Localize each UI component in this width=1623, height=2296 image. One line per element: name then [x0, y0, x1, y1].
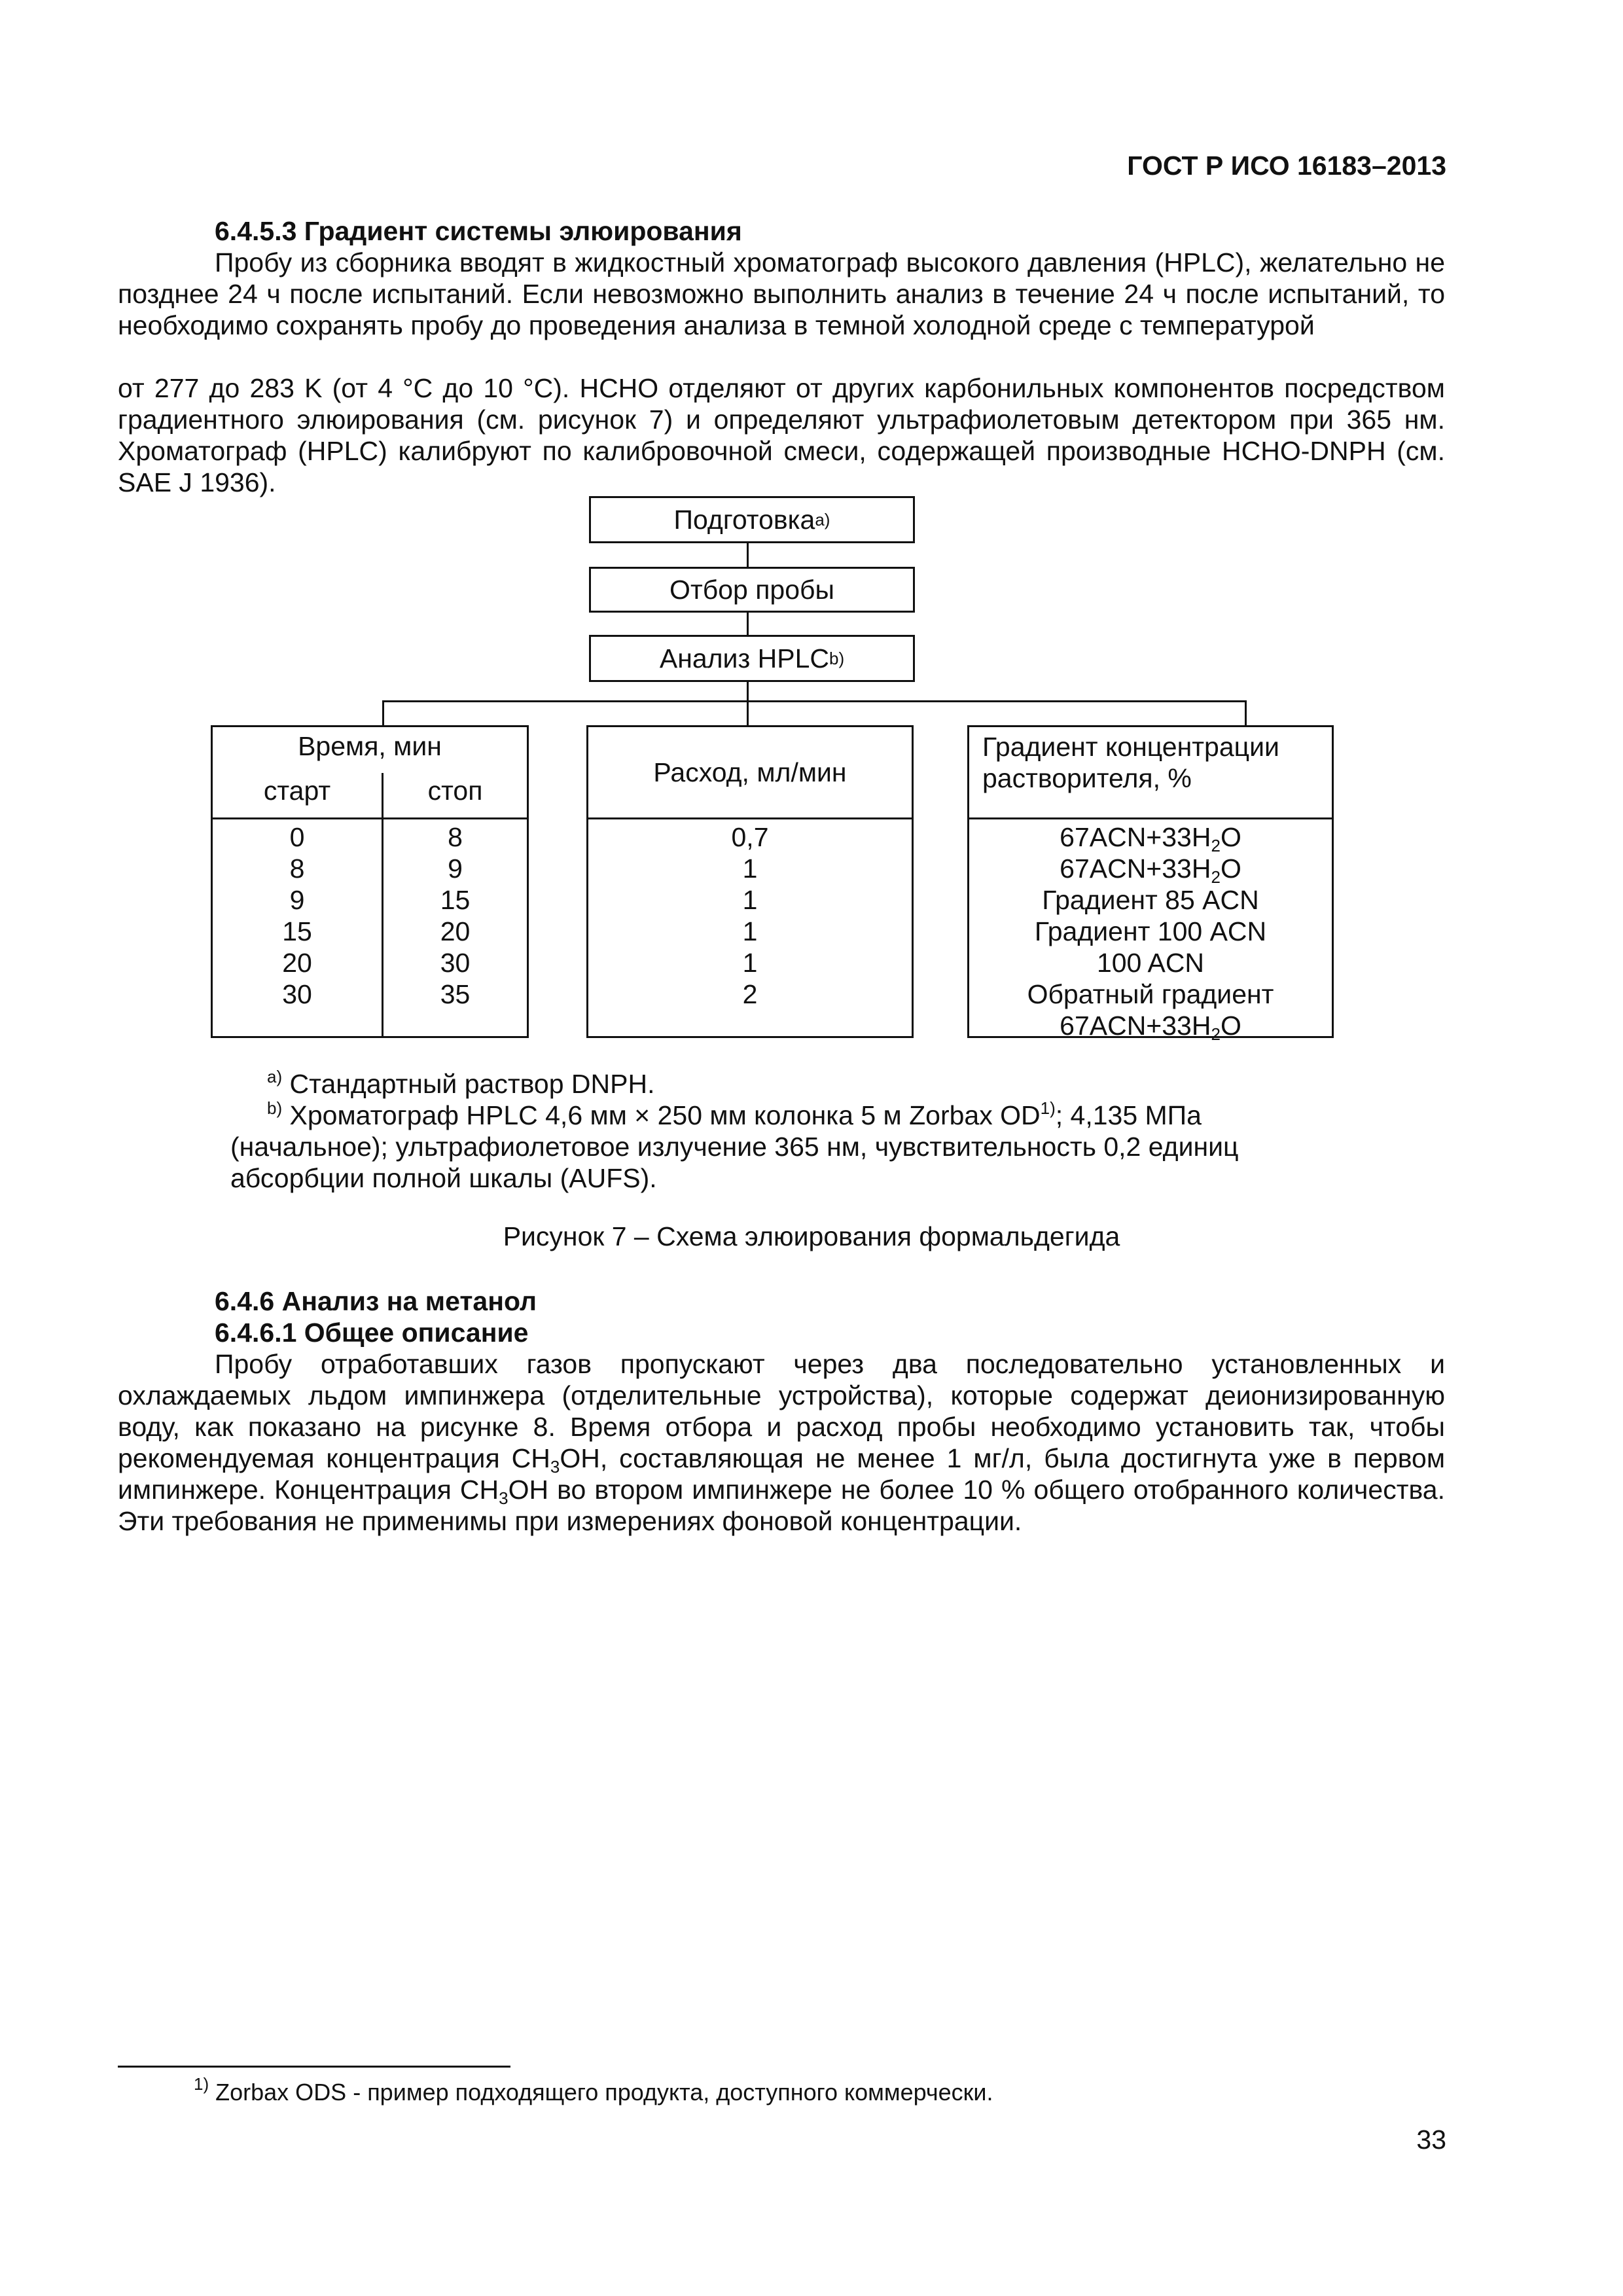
flow-box-hplc-label: Анализ HPLC [659, 643, 830, 673]
note-a-text: Стандартный раствор DNPH. [289, 1069, 655, 1099]
table-cell: 20 [440, 916, 471, 946]
table-cell: 8 [289, 853, 305, 884]
note-b-text1: Хроматограф HPLC 4,6 мм × 250 мм колонка 5 м Zorbax OD [289, 1100, 1041, 1130]
cell-sub: 2 [1211, 867, 1221, 887]
table-cell: Обратный градиент [1027, 979, 1274, 1009]
cell-sub: 2 [1211, 836, 1221, 855]
note-b-text3: абсорбции полной шкалы (AUFS). [230, 1163, 657, 1193]
flow-box-preparation: Подготовка a) [589, 496, 915, 543]
table-gradient-header [982, 731, 1323, 794]
flow-connector-2 [747, 613, 749, 636]
flow-box-sampling-label: Отбор пробы [669, 574, 834, 605]
table-cell: 0 [289, 822, 305, 852]
cell-text: O [1220, 822, 1241, 852]
table-cell: 1 [742, 853, 758, 884]
table-cell [969, 1010, 1332, 1044]
table-cell: 8 [448, 822, 463, 852]
table-flow-rate [586, 725, 914, 1038]
note-b-mark: b) [267, 1098, 283, 1118]
table-cell: Градиент 85 ACN [1042, 885, 1259, 915]
paragraph-methanol-text-b: OH, составляющая не менее 1 мг/л, была достигнута уже в первом импинжере. Концентрация CH [118, 1443, 1446, 1505]
footnote [194, 2074, 993, 2106]
paragraph-hplc-separation: от 277 до 283 K (от 4 °C до 10 °C). HCHO отделяют от других карбонильных компонентов посредством градиентного элюирования (см. рисунок 7) и определяют ультрафиолетовым детектором при 365 нм. Хроматограф (HPLC) калибруют по калибровочной смеси, содержащей производные HCHO-DNPH (см. SAE J 1936). [118, 373, 1445, 497]
table-cell: 1 [742, 916, 758, 946]
note-b-footnote-ref: 1) [1040, 1098, 1056, 1118]
table-cell: 9 [448, 853, 463, 884]
table-time-start-values [213, 821, 382, 1010]
table-flow-values [588, 821, 912, 1010]
section-title-6-4-5-3: 6.4.5.3 Градиент системы элюирования [215, 216, 742, 246]
flow-connector-1 [747, 543, 749, 568]
cell-text: 67ACN+33H [1060, 853, 1211, 884]
table-cell: Градиент 100 ACN [1034, 916, 1267, 946]
table-cell: 20 [282, 948, 312, 978]
table-gradient [967, 725, 1334, 1044]
flow-branch-line [382, 700, 1246, 702]
footnote-mark: 1) [194, 2074, 209, 2094]
cell-text: 67ACN+33H [1060, 1011, 1211, 1041]
table-cell: 30 [440, 948, 471, 978]
page-number: 33 [1416, 2125, 1446, 2155]
document-header: ГОСТ Р ИСО 16183–2013 [1127, 151, 1446, 181]
paragraph-sampling-intro: Пробу из сборника вводят в жидкостный хроматограф высокого давления (HPLC), желательно не позднее 24 ч после испытаний. Если невозможно выполнить анализ в течение 24 ч после испытаний, то необходимо сохранять пробу до проведения анализа в темной холодной среде с температурой [118, 247, 1445, 340]
table-gradient-header-rule [969, 817, 1332, 819]
table-cell: 2 [742, 979, 758, 1009]
table-time-header-rule [213, 817, 527, 819]
footnote-text: Zorbax ODS - пример подходящего продукта, доступного коммерчески. [215, 2079, 993, 2106]
table-cell: 30 [282, 979, 312, 1009]
table-flow-header: Расход, мл/мин [653, 757, 847, 787]
paragraph-methanol-analysis [118, 1348, 1445, 1537]
note-b-text1-end: ; 4,135 МПа [1055, 1100, 1202, 1130]
formula-subscript: 3 [550, 1457, 560, 1477]
flow-branch-left [382, 700, 384, 726]
table-gradient-header-line2: растворителя, % [982, 763, 1192, 793]
table-cell: 100 ACN [1096, 948, 1205, 978]
formula-subscript: 3 [499, 1488, 508, 1508]
flow-box-sampling [589, 567, 915, 613]
table-cell [969, 853, 1332, 887]
table-cell: 0,7 [731, 822, 769, 852]
table-gradient-header-line1: Градиент концентрации [982, 732, 1279, 762]
table-time [211, 725, 529, 1038]
table-time-header: Время, мин [298, 731, 442, 761]
table-flow-header-rule [588, 817, 912, 819]
flow-box-preparation-label: Подготовка [673, 504, 815, 535]
cell-text: O [1220, 853, 1241, 884]
cell-text: 67ACN+33H [1060, 822, 1211, 852]
table-cell: 9 [289, 885, 305, 915]
cell-sub: 2 [1211, 1024, 1221, 1044]
table-cell: 15 [440, 885, 471, 915]
table-cell: 35 [440, 979, 471, 1009]
table-cell: 1 [742, 948, 758, 978]
table-cell: 15 [282, 916, 312, 946]
figure-note-a [230, 1068, 1343, 1194]
table-gradient-values [969, 821, 1332, 1044]
flow-connector-3 [747, 682, 749, 726]
note-b-text2: (начальное); ультрафиолетовое излучение 365 нм, чувствительность 0,2 единиц [230, 1132, 1239, 1162]
table-time-stop-values [383, 821, 527, 1010]
table-cell [969, 821, 1332, 853]
paragraph-methanol-text-a: Пробу отработавших газов пропускают через два последовательно установленных и охлаждаемых льдом импинжера (отделительные устройства), которые содержат деионизированную воду, как показано на рисунке 8. Время отбора и расход пробы необходимо установить так, чтобы рекомендуемая концентрация CH [118, 1349, 1445, 1473]
table-time-col-start: старт [263, 776, 331, 806]
note-a-mark: a) [267, 1067, 283, 1086]
table-time-col-stop: стоп [427, 776, 483, 806]
figure-caption: Рисунок 7 – Схема элюирования формальдегида [503, 1221, 1120, 1251]
paragraph-methanol-text-c: OH во втором импинжере не более 10 % общего отобранного количества. Эти требования не применимы при измерениях фоновой концентрации. [118, 1475, 1445, 1536]
table-cell: 1 [742, 885, 758, 915]
section-title-6-4-6-1: 6.4.6.1 Общее описание [215, 1318, 529, 1348]
section-title-6-4-6: 6.4.6 Анализ на метанол [215, 1286, 537, 1316]
flow-branch-right [1245, 700, 1247, 726]
flow-box-hplc-analysis: Анализ HPLC b) [589, 635, 915, 682]
cell-text: O [1220, 1011, 1241, 1041]
footnote-separator [118, 2066, 510, 2068]
